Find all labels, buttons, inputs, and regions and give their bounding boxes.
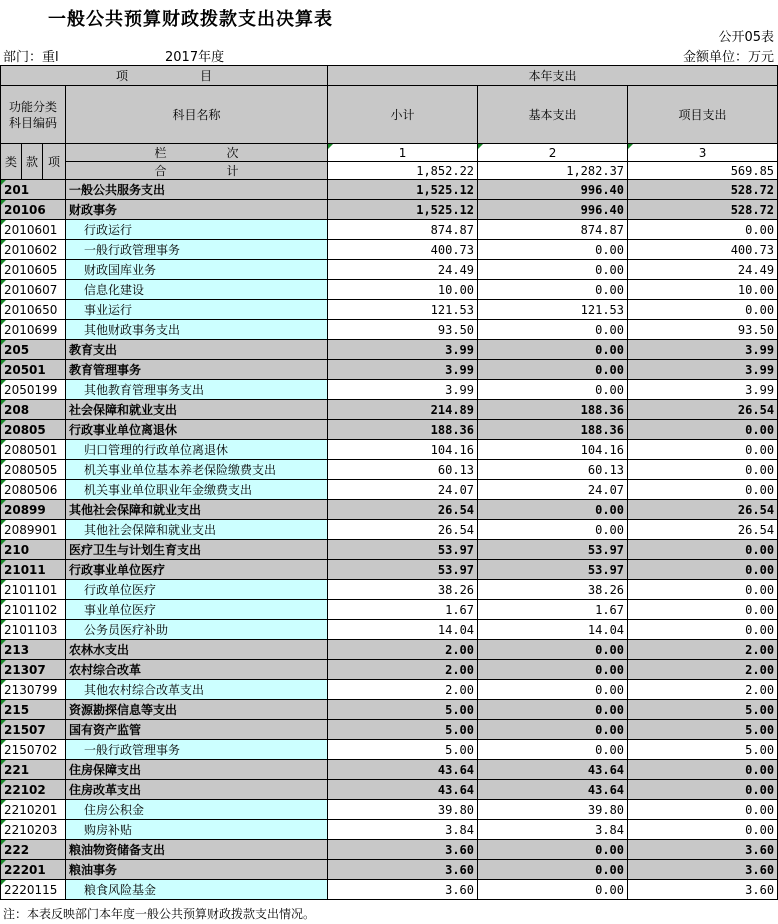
row-basic: 43.64 bbox=[478, 760, 628, 780]
table-row bbox=[1, 800, 778, 820]
row-project: 0.00 bbox=[628, 580, 778, 600]
row-basic: 0.00 bbox=[478, 860, 628, 880]
table-row bbox=[1, 760, 778, 780]
table-row bbox=[1, 320, 778, 340]
row-subtotal: 3.60 bbox=[328, 860, 478, 880]
row-project: 0.00 bbox=[628, 820, 778, 840]
row-code: 208 bbox=[1, 400, 66, 420]
row-project: 0.00 bbox=[628, 600, 778, 620]
row-project: 3.60 bbox=[628, 840, 778, 860]
row-code: 2010699 bbox=[1, 320, 66, 340]
table-row bbox=[1, 220, 778, 240]
row-subtotal: 3.99 bbox=[328, 380, 478, 400]
row-name: 一般行政管理事务 bbox=[66, 740, 328, 760]
item-group-header: 项 目 bbox=[1, 66, 328, 86]
row-name: 行政事业单位医疗 bbox=[66, 560, 328, 580]
subject-name-header: 科目名称 bbox=[66, 86, 328, 144]
row-code: 201 bbox=[1, 180, 66, 200]
row-project: 2.00 bbox=[628, 640, 778, 660]
row-subtotal: 2.00 bbox=[328, 640, 478, 660]
col3-header: 3 bbox=[628, 144, 778, 162]
row-code: 2050199 bbox=[1, 380, 66, 400]
lanci-header: 栏 次 bbox=[66, 144, 328, 162]
table-number: 公开05表 bbox=[718, 30, 774, 45]
row-project: 3.99 bbox=[628, 340, 778, 360]
basic-header: 基本支出 bbox=[478, 86, 628, 144]
row-name: 资源勘探信息等支出 bbox=[66, 700, 328, 720]
row-subtotal: 24.07 bbox=[328, 480, 478, 500]
row-basic: 0.00 bbox=[478, 840, 628, 860]
row-code: 213 bbox=[1, 640, 66, 660]
table-row bbox=[1, 300, 778, 320]
table-row bbox=[1, 400, 778, 420]
row-subtotal: 53.97 bbox=[328, 560, 478, 580]
row-subtotal: 400.73 bbox=[328, 240, 478, 260]
table-row bbox=[1, 560, 778, 580]
row-code: 20899 bbox=[1, 500, 66, 520]
row-project: 2.00 bbox=[628, 680, 778, 700]
table-row bbox=[1, 580, 778, 600]
row-project: 24.49 bbox=[628, 260, 778, 280]
lei-header: 类 bbox=[1, 144, 22, 180]
row-name: 行政事业单位离退休 bbox=[66, 420, 328, 440]
row-code: 2080501 bbox=[1, 440, 66, 460]
row-basic: 0.00 bbox=[478, 340, 628, 360]
row-code: 22102 bbox=[1, 780, 66, 800]
row-basic: 0.00 bbox=[478, 640, 628, 660]
row-subtotal: 26.54 bbox=[328, 520, 478, 540]
row-basic: 53.97 bbox=[478, 540, 628, 560]
table-row bbox=[1, 360, 778, 380]
row-code: 2010607 bbox=[1, 280, 66, 300]
row-project: 0.00 bbox=[628, 560, 778, 580]
row-basic: 996.40 bbox=[478, 180, 628, 200]
row-name: 其他财政事务支出 bbox=[66, 320, 328, 340]
row-code: 2010601 bbox=[1, 220, 66, 240]
expenditure-table bbox=[0, 65, 778, 900]
func-code-header: 功能分类科目编码 bbox=[1, 86, 66, 144]
row-subtotal: 214.89 bbox=[328, 400, 478, 420]
row-name: 公务员医疗补助 bbox=[66, 620, 328, 640]
row-basic: 0.00 bbox=[478, 740, 628, 760]
row-name: 事业单位医疗 bbox=[66, 600, 328, 620]
row-code: 2010605 bbox=[1, 260, 66, 280]
row-name: 粮食风险基金 bbox=[66, 880, 328, 900]
table-row bbox=[1, 880, 778, 900]
row-project: 26.54 bbox=[628, 520, 778, 540]
table-row bbox=[1, 860, 778, 880]
total-project: 569.85 bbox=[628, 162, 778, 180]
row-subtotal: 874.87 bbox=[328, 220, 478, 240]
department-label: 部门：重l bbox=[3, 50, 59, 65]
xiang-header: 项 bbox=[43, 144, 66, 180]
row-project: 528.72 bbox=[628, 180, 778, 200]
row-basic: 1.67 bbox=[478, 600, 628, 620]
row-basic: 0.00 bbox=[478, 720, 628, 740]
subtotal-header: 小计 bbox=[328, 86, 478, 144]
row-name: 行政单位医疗 bbox=[66, 580, 328, 600]
row-subtotal: 3.99 bbox=[328, 360, 478, 380]
row-code: 20106 bbox=[1, 200, 66, 220]
row-basic: 43.64 bbox=[478, 780, 628, 800]
row-subtotal: 60.13 bbox=[328, 460, 478, 480]
table-row bbox=[1, 280, 778, 300]
table-row bbox=[1, 340, 778, 360]
row-basic: 38.26 bbox=[478, 580, 628, 600]
row-subtotal: 53.97 bbox=[328, 540, 478, 560]
col1-header: 1 bbox=[328, 144, 478, 162]
row-subtotal: 1.67 bbox=[328, 600, 478, 620]
row-code: 205 bbox=[1, 340, 66, 360]
row-project: 93.50 bbox=[628, 320, 778, 340]
row-subtotal: 43.64 bbox=[328, 760, 478, 780]
table-row bbox=[1, 840, 778, 860]
total-row bbox=[1, 162, 778, 180]
table-row bbox=[1, 740, 778, 760]
row-project: 0.00 bbox=[628, 300, 778, 320]
table-row bbox=[1, 480, 778, 500]
row-name: 国有资产监管 bbox=[66, 720, 328, 740]
row-name: 一般行政管理事务 bbox=[66, 240, 328, 260]
row-name: 住房改革支出 bbox=[66, 780, 328, 800]
row-subtotal: 3.60 bbox=[328, 880, 478, 900]
row-name: 事业运行 bbox=[66, 300, 328, 320]
row-basic: 996.40 bbox=[478, 200, 628, 220]
row-code: 2089901 bbox=[1, 520, 66, 540]
row-name: 行政运行 bbox=[66, 220, 328, 240]
row-basic: 0.00 bbox=[478, 240, 628, 260]
row-code: 22201 bbox=[1, 860, 66, 880]
row-subtotal: 5.00 bbox=[328, 740, 478, 760]
row-subtotal: 10.00 bbox=[328, 280, 478, 300]
project-header: 项目支出 bbox=[628, 86, 778, 144]
row-basic: 0.00 bbox=[478, 660, 628, 680]
row-project: 0.00 bbox=[628, 780, 778, 800]
year-expense-header: 本年支出 bbox=[328, 66, 778, 86]
row-project: 5.00 bbox=[628, 740, 778, 760]
row-project: 0.00 bbox=[628, 420, 778, 440]
row-name: 农林水支出 bbox=[66, 640, 328, 660]
row-name: 其他教育管理事务支出 bbox=[66, 380, 328, 400]
table-row bbox=[1, 420, 778, 440]
row-project: 3.60 bbox=[628, 880, 778, 900]
row-name: 农村综合改革 bbox=[66, 660, 328, 680]
fiscal-year: 2017年度 bbox=[165, 50, 225, 65]
table-row bbox=[1, 660, 778, 680]
row-subtotal: 1,525.12 bbox=[328, 180, 478, 200]
row-name: 住房公积金 bbox=[66, 800, 328, 820]
footnote: 注：本表反映部门本年度一般公共预算财政拨款支出情况。 bbox=[3, 907, 316, 921]
table-row bbox=[1, 380, 778, 400]
row-basic: 0.00 bbox=[478, 520, 628, 540]
row-project: 0.00 bbox=[628, 220, 778, 240]
row-subtotal: 39.80 bbox=[328, 800, 478, 820]
row-basic: 0.00 bbox=[478, 360, 628, 380]
total-basic: 1,282.37 bbox=[478, 162, 628, 180]
table-row bbox=[1, 260, 778, 280]
row-subtotal: 93.50 bbox=[328, 320, 478, 340]
row-code: 2220115 bbox=[1, 880, 66, 900]
row-project: 0.00 bbox=[628, 460, 778, 480]
table-row bbox=[1, 500, 778, 520]
row-basic: 874.87 bbox=[478, 220, 628, 240]
row-project: 0.00 bbox=[628, 760, 778, 780]
row-name: 机关事业单位基本养老保险缴费支出 bbox=[66, 460, 328, 480]
row-basic: 188.36 bbox=[478, 420, 628, 440]
table-row bbox=[1, 200, 778, 220]
table-row bbox=[1, 640, 778, 660]
table-row bbox=[1, 460, 778, 480]
row-subtotal: 5.00 bbox=[328, 720, 478, 740]
row-name: 粮油事务 bbox=[66, 860, 328, 880]
row-subtotal: 3.84 bbox=[328, 820, 478, 840]
row-project: 528.72 bbox=[628, 200, 778, 220]
row-subtotal: 3.99 bbox=[328, 340, 478, 360]
header-row-3 bbox=[1, 144, 778, 162]
row-name: 信息化建设 bbox=[66, 280, 328, 300]
row-code: 21307 bbox=[1, 660, 66, 680]
row-name: 机关事业单位职业年金缴费支出 bbox=[66, 480, 328, 500]
row-name: 一般公共服务支出 bbox=[66, 180, 328, 200]
row-subtotal: 121.53 bbox=[328, 300, 478, 320]
row-code: 2130799 bbox=[1, 680, 66, 700]
row-code: 20501 bbox=[1, 360, 66, 380]
row-project: 26.54 bbox=[628, 400, 778, 420]
row-project: 0.00 bbox=[628, 540, 778, 560]
row-name: 教育支出 bbox=[66, 340, 328, 360]
row-basic: 0.00 bbox=[478, 700, 628, 720]
row-project: 26.54 bbox=[628, 500, 778, 520]
row-code: 2210203 bbox=[1, 820, 66, 840]
row-basic: 0.00 bbox=[478, 320, 628, 340]
table-row bbox=[1, 180, 778, 200]
row-project: 3.99 bbox=[628, 360, 778, 380]
row-code: 2010650 bbox=[1, 300, 66, 320]
row-subtotal: 24.49 bbox=[328, 260, 478, 280]
row-subtotal: 26.54 bbox=[328, 500, 478, 520]
row-basic: 0.00 bbox=[478, 680, 628, 700]
row-name: 财政国库业务 bbox=[66, 260, 328, 280]
table-row bbox=[1, 600, 778, 620]
total-label: 合 计 bbox=[66, 162, 328, 180]
col2-header: 2 bbox=[478, 144, 628, 162]
row-subtotal: 188.36 bbox=[328, 420, 478, 440]
row-code: 222 bbox=[1, 840, 66, 860]
row-code: 21507 bbox=[1, 720, 66, 740]
kuan-header: 款 bbox=[22, 144, 43, 180]
row-project: 3.99 bbox=[628, 380, 778, 400]
row-project: 3.60 bbox=[628, 860, 778, 880]
row-basic: 3.84 bbox=[478, 820, 628, 840]
row-subtotal: 5.00 bbox=[328, 700, 478, 720]
row-name: 其他农村综合改革支出 bbox=[66, 680, 328, 700]
row-basic: 39.80 bbox=[478, 800, 628, 820]
row-code: 2101101 bbox=[1, 580, 66, 600]
row-project: 2.00 bbox=[628, 660, 778, 680]
row-subtotal: 3.60 bbox=[328, 840, 478, 860]
row-subtotal: 1,525.12 bbox=[328, 200, 478, 220]
row-name: 财政事务 bbox=[66, 200, 328, 220]
row-name: 粮油物资储备支出 bbox=[66, 840, 328, 860]
table-row bbox=[1, 720, 778, 740]
row-basic: 60.13 bbox=[478, 460, 628, 480]
row-basic: 0.00 bbox=[478, 280, 628, 300]
row-project: 5.00 bbox=[628, 720, 778, 740]
row-name: 购房补贴 bbox=[66, 820, 328, 840]
row-basic: 53.97 bbox=[478, 560, 628, 580]
row-code: 210 bbox=[1, 540, 66, 560]
row-basic: 0.00 bbox=[478, 880, 628, 900]
table-row bbox=[1, 540, 778, 560]
row-code: 221 bbox=[1, 760, 66, 780]
total-subtotal: 1,852.22 bbox=[328, 162, 478, 180]
row-subtotal: 43.64 bbox=[328, 780, 478, 800]
table-row bbox=[1, 780, 778, 800]
row-subtotal: 2.00 bbox=[328, 660, 478, 680]
table-row bbox=[1, 520, 778, 540]
row-code: 2010602 bbox=[1, 240, 66, 260]
row-code: 2080506 bbox=[1, 480, 66, 500]
report-title: 一般公共预算财政拨款支出决算表 bbox=[48, 9, 333, 30]
row-name: 社会保障和就业支出 bbox=[66, 400, 328, 420]
amount-unit: 金额单位：万元 bbox=[682, 50, 774, 65]
table-row bbox=[1, 680, 778, 700]
row-basic: 24.07 bbox=[478, 480, 628, 500]
row-subtotal: 14.04 bbox=[328, 620, 478, 640]
row-project: 0.00 bbox=[628, 440, 778, 460]
table-row bbox=[1, 620, 778, 640]
row-code: 2080505 bbox=[1, 460, 66, 480]
row-code: 2210201 bbox=[1, 800, 66, 820]
row-code: 215 bbox=[1, 700, 66, 720]
row-subtotal: 2.00 bbox=[328, 680, 478, 700]
row-code: 2150702 bbox=[1, 740, 66, 760]
row-basic: 104.16 bbox=[478, 440, 628, 460]
row-name: 医疗卫生与计划生育支出 bbox=[66, 540, 328, 560]
row-subtotal: 104.16 bbox=[328, 440, 478, 460]
row-code: 21011 bbox=[1, 560, 66, 580]
row-project: 0.00 bbox=[628, 480, 778, 500]
row-name: 教育管理事务 bbox=[66, 360, 328, 380]
row-basic: 188.36 bbox=[478, 400, 628, 420]
row-basic: 0.00 bbox=[478, 500, 628, 520]
row-name: 归口管理的行政单位离退休 bbox=[66, 440, 328, 460]
row-project: 400.73 bbox=[628, 240, 778, 260]
row-basic: 121.53 bbox=[478, 300, 628, 320]
row-name: 其他社会保障和就业支出 bbox=[66, 500, 328, 520]
row-project: 0.00 bbox=[628, 620, 778, 640]
table-row bbox=[1, 820, 778, 840]
row-subtotal: 38.26 bbox=[328, 580, 478, 600]
header-row-1 bbox=[1, 66, 778, 86]
row-project: 5.00 bbox=[628, 700, 778, 720]
row-name: 其他社会保障和就业支出 bbox=[66, 520, 328, 540]
table-row bbox=[1, 440, 778, 460]
row-basic: 0.00 bbox=[478, 380, 628, 400]
row-project: 10.00 bbox=[628, 280, 778, 300]
header-row-2 bbox=[1, 86, 778, 144]
row-basic: 14.04 bbox=[478, 620, 628, 640]
table-row bbox=[1, 700, 778, 720]
row-code: 2101103 bbox=[1, 620, 66, 640]
row-code: 20805 bbox=[1, 420, 66, 440]
row-basic: 0.00 bbox=[478, 260, 628, 280]
row-code: 2101102 bbox=[1, 600, 66, 620]
row-name: 住房保障支出 bbox=[66, 760, 328, 780]
table-row bbox=[1, 240, 778, 260]
row-project: 0.00 bbox=[628, 800, 778, 820]
